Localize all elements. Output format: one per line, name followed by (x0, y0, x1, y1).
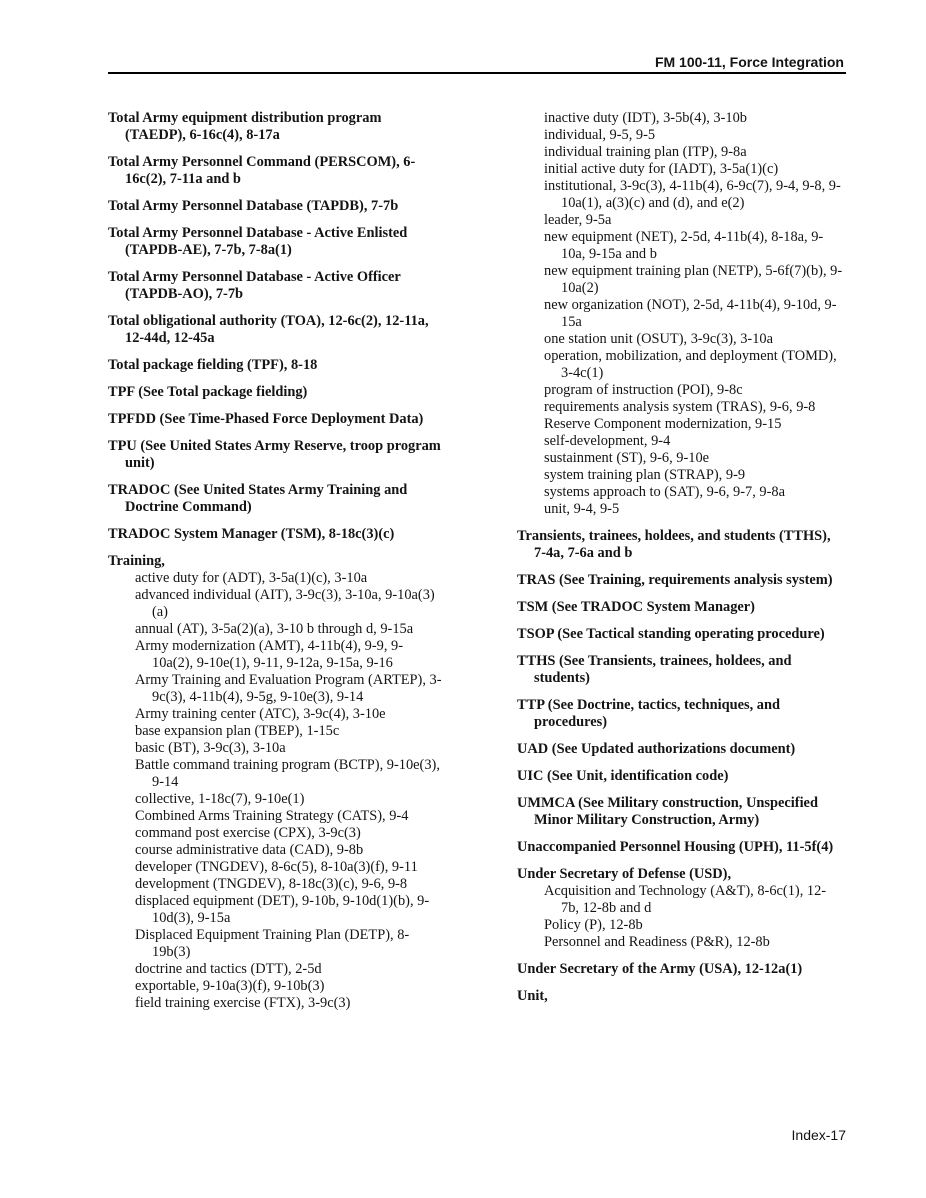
index-entry: Total Army Personnel Database (TAPDB), 7-7b (108, 198, 399, 214)
index-column-right (517, 110, 843, 1015)
index-subentry: basic (BT), 3-9c(3), 3-10a (135, 740, 286, 756)
index-entry: TPF (See Total package fielding) (108, 384, 308, 400)
index-subentry: annual (AT), 3-5a(2)(a), 3-10 b through d, 9-15a (135, 621, 414, 637)
index-heading: Under Secretary of Defense (USD), (517, 866, 732, 882)
index-entry: TRADOC (See United States Army Training and Doctrine Command) (108, 482, 408, 515)
index-subentry: base expansion plan (TBEP), 1-15c (135, 723, 340, 739)
index-subentry: institutional, 3-9c(3), 4-11b(4), 6-9c(7), 9-4, 9-8, 9-10a(1), a(3)(c) and (d), and e(2) (544, 178, 841, 211)
index-entry: Unaccompanied Personnel Housing (UPH), 11-5f(4) (517, 839, 834, 855)
index-entry: TSOP (See Tactical standing operating procedure) (517, 626, 825, 642)
index-subentry: field training exercise (FTX), 3-9c(3) (135, 995, 351, 1011)
index-entry: Under Secretary of the Army (USA), 12-12a(1) (517, 961, 803, 977)
index-entry: TRADOC System Manager (TSM), 8-18c(3)(c) (108, 526, 395, 542)
index-entry: Transients, trainees, holdees, and students (TTHS), 7-4a, 7-6a and b (517, 528, 831, 561)
index-subentry: individual, 9-5, 9-5 (544, 127, 656, 143)
index-entry: Total obligational authority (TOA), 12-6c(2), 12-11a, 12-44d, 12-45a (108, 313, 429, 346)
index-subentry: one station unit (OSUT), 3-9c(3), 3-10a (544, 331, 773, 347)
index-subentry: inactive duty (IDT), 3-5b(4), 3-10b (544, 110, 748, 126)
index-subentry: Battle command training program (BCTP), 9-10e(3), 9-14 (135, 757, 440, 790)
index-subentry: program of instruction (POI), 9-8c (544, 382, 743, 398)
index-entry: UAD (See Updated authorizations document) (517, 741, 796, 757)
page-number: Index-17 (791, 1127, 846, 1143)
index-entry: UMMCA (See Military construction, Unspecified Minor Military Construction, Army) (517, 795, 818, 828)
index-heading: Training, (108, 553, 165, 569)
index-subentry: new equipment (NET), 2-5d, 4-11b(4), 8-18a, 9-10a, 9-15a and b (544, 229, 824, 262)
index-subentry: Personnel and Readiness (P&R), 12-8b (544, 934, 770, 950)
index-subentry: system training plan (STRAP), 9-9 (544, 467, 746, 483)
index-subentry: sustainment (ST), 9-6, 9-10e (544, 450, 710, 466)
index-entry: TTHS (See Transients, trainees, holdees, and students) (517, 653, 792, 686)
index-entry: UIC (See Unit, identification code) (517, 768, 729, 784)
header-rule (108, 72, 846, 74)
index-subentry: unit, 9-4, 9-5 (544, 501, 620, 517)
index-subentry: Army Training and Evaluation Program (ARTEP), 3-9c(3), 4-11b(4), 9-5g, 9-10e(3), 9-14 (135, 672, 442, 705)
index-entry: Total Army Personnel Command (PERSCOM), 6-16c(2), 7-11a and b (108, 154, 416, 187)
index-subentry: Combined Arms Training Strategy (CATS), 9-4 (135, 808, 409, 824)
index-subentry: new equipment training plan (NETP), 5-6f(7)(b), 9-10a(2) (544, 263, 843, 296)
index-subentry: development (TNGDEV), 8-18c(3)(c), 9-6, 9-8 (135, 876, 408, 892)
index-subentry: Acquisition and Technology (A&T), 8-6c(1), 12-7b, 12-8b and d (544, 883, 827, 916)
index-subentry-group (517, 883, 843, 951)
index-subentry-group (108, 570, 444, 1012)
index-subentry: displaced equipment (DET), 9-10b, 9-10d(1)(b), 9-10d(3), 9-15a (135, 893, 430, 926)
index-subentry: developer (TNGDEV), 8-6c(5), 8-10a(3)(f), 9-11 (135, 859, 418, 875)
index-subentry: new organization (NOT), 2-5d, 4-11b(4), 9-10d, 9-15a (544, 297, 837, 330)
index-entry: TSM (See TRADOC System Manager) (517, 599, 755, 615)
index-subentry: Reserve Component modernization, 9-15 (544, 416, 782, 432)
index-subentry: requirements analysis system (TRAS), 9-6, 9-8 (544, 399, 816, 415)
index-entry: TPU (See United States Army Reserve, troop program unit) (108, 438, 441, 471)
index-entry: Total Army Personnel Database - Active Enlisted (TAPDB-AE), 7-7b, 7-8a(1) (108, 225, 408, 258)
index-subentry: command post exercise (CPX), 3-9c(3) (135, 825, 361, 841)
index-subentry: active duty for (ADT), 3-5a(1)(c), 3-10a (135, 570, 368, 586)
index-entry: TRAS (See Training, requirements analysis system) (517, 572, 833, 588)
index-entry: TTP (See Doctrine, tactics, techniques, and procedures) (517, 697, 781, 730)
index-entry: Unit, (517, 988, 548, 1004)
index-subentry: systems approach to (SAT), 9-6, 9-7, 9-8a (544, 484, 785, 500)
index-entry: Total package fielding (TPF), 8-18 (108, 357, 318, 373)
index-subentry: exportable, 9-10a(3)(f), 9-10b(3) (135, 978, 325, 994)
index-subentry: collective, 1-18c(7), 9-10e(1) (135, 791, 305, 807)
index-subentry: advanced individual (AIT), 3-9c(3), 3-10a, 9-10a(3)(a) (135, 587, 435, 620)
index-subentry: Policy (P), 12-8b (544, 917, 643, 933)
index-subentry: course administrative data (CAD), 9-8b (135, 842, 364, 858)
index-subentry: Army training center (ATC), 3-9c(4), 3-10e (135, 706, 386, 722)
index-entry: Total Army equipment distribution program (TAEDP), 6-16c(4), 8-17a (108, 110, 382, 143)
index-subentry: operation, mobilization, and deployment (TOMD), 3-4c(1) (544, 348, 837, 381)
index-subentry-group (517, 110, 843, 518)
index-entry: Total Army Personnel Database - Active Officer (TAPDB-AO), 7-7b (108, 269, 401, 302)
index-subentry: self-development, 9-4 (544, 433, 671, 449)
index-subentry: individual training plan (ITP), 9-8a (544, 144, 747, 160)
index-subentry: Displaced Equipment Training Plan (DETP), 8-19b(3) (135, 927, 410, 960)
running-header-title: FM 100-11, Force Integration (654, 54, 844, 70)
index-entry: TPFDD (See Time-Phased Force Deployment Data) (108, 411, 424, 427)
index-subentry: initial active duty for (IADT), 3-5a(1)(c) (544, 161, 779, 177)
index-column-left (108, 110, 444, 1022)
index-subentry: Army modernization (AMT), 4-11b(4), 9-9, 9-10a(2), 9-10e(1), 9-11, 9-12a, 9-15a, 9-16 (135, 638, 404, 671)
index-subentry: doctrine and tactics (DTT), 2-5d (135, 961, 322, 977)
index-subentry: leader, 9-5a (544, 212, 612, 228)
